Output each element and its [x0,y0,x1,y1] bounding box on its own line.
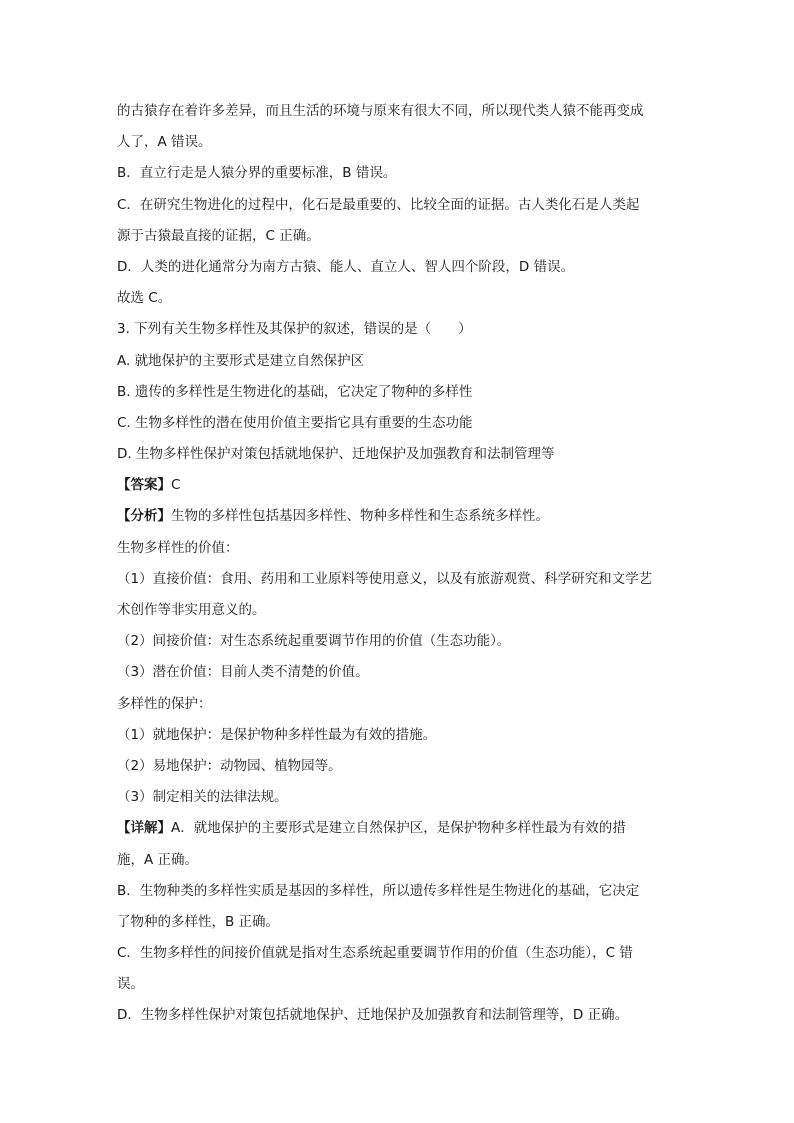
option-a: A. 就地保护的主要形式是建立自然保护区 [117,352,365,369]
text-line: 生物多样性的价值： [117,539,239,556]
text-line: 人了，A 错误。 [117,134,212,151]
text-line: B．生物种类的多样性实质是基因的多样性，所以遗传多样性是生物进化的基础，它决定 [117,882,640,899]
text-line: 的古猿存在着许多差异，而且生活的环境与原来有很大不同，所以现代类人猿不能再变成 [117,103,644,119]
answer-value: C [171,477,181,494]
analysis-text: 生物的多样性包括基因多样性、物种多样性和生态系统多样性。 [171,508,549,525]
text-line: 故选 C。 [117,290,172,307]
question-stem: 3. 下列有关生物多样性及其保护的叙述，错误的是（ ） [117,321,472,338]
text-line: （3）潜在价值：目前人类不清楚的价值。 [117,664,369,681]
text-line: （3）制定相关的法律法规。 [117,789,288,806]
text-line: C．生物多样性的间接价值就是指对生态系统起重要调节作用的价值（生态功能），C 错 [117,945,633,962]
detail-label: 【详解】 [117,820,171,837]
text-line: 施，A 正确。 [117,851,199,868]
analysis-label: 【分析】 [117,508,171,525]
detail-text: A．就地保护的主要形式是建立自然保护区，是保护物种多样性最为有效的措 [171,820,626,837]
document-page [117,96,677,1032]
text-line: C．在研究生物进化的过程中，化石是最重要的、比较全面的证据。古人类化石是人类起 [117,196,640,213]
text-line: 源于古猿最直接的证据，C 正确。 [117,227,320,244]
option-d: D. 生物多样性保护对策包括就地保护、迁地保护及加强教育和法制管理等 [117,446,555,463]
text-line: 了物种的多样性，B 正确。 [117,913,280,930]
option-b: B. 遗传的多样性是生物进化的基础，它决定了物种的多样性 [117,383,473,400]
option-c: C. 生物多样性的潜在使用价值主要指它具有重要的生态功能 [117,414,473,431]
text-line: D．生物多样性保护对策包括就地保护、迁地保护及加强教育和法制管理等，D 正确。 [117,1007,629,1024]
text-line: D．人类的进化通常分为南方古猿、能人、直立人、智人四个阶段，D 错误。 [117,258,575,275]
answer-label: 【答案】 [117,477,171,494]
text-line: 多样性的保护： [117,695,212,712]
text-line: B．直立行走是人猿分界的重要标准，B 错误。 [117,165,397,182]
text-line: （1）就地保护：是保护物种多样性最为有效的措施。 [117,726,437,743]
text-line: （2）间接价值：对生态系统起重要调节作用的价值（生态功能）。 [117,633,511,650]
analysis-line [117,501,677,532]
detail-line [117,813,677,844]
text-line: （2）易地保护：动物园、植物园等。 [117,757,342,774]
text-line: 误。 [117,976,144,993]
answer-line [117,470,677,501]
text-line: （1）直接价值：食用、药用和工业原料等使用意义，以及有旅游观赏、科学研究和文学艺 [117,570,653,587]
text-line: 术创作等非实用意义的。 [117,602,266,618]
